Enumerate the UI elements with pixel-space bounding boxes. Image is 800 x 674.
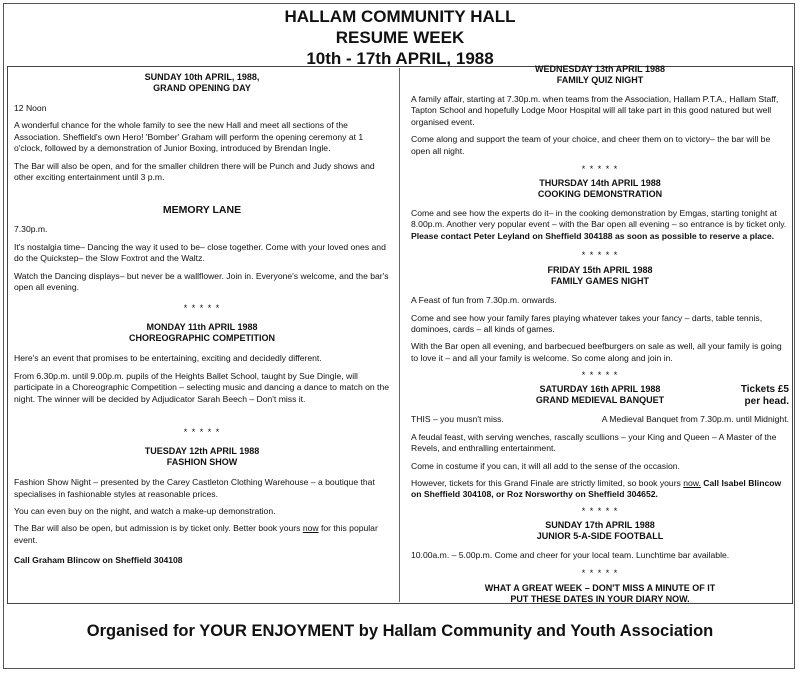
event-title: FAMILY GAMES NIGHT [550,276,649,287]
event-text: A wonderful chance for the whole family to see the new Hall and meet all sections of the Association. Sheffield's own Hero! 'Bomber' Graham will perform the opening ceremony at 1 o'clock, followed by a demonstration of Junior Boxing, introduced by Brendan Ingle. [14,120,364,154]
event-date: SATURDAY 16th APRIL 1988 [539,384,661,395]
event-text: A family affair, starting at 7.30p.m. when teams from the Association, Hallam P.T.A., Hallam Staff, Tapton School and hopefully Lodge Moor Hospital will all take part in this good natured but well organised event. [411,94,779,127]
event-date: TUESDAY 12th APRIL 1988 [144,446,260,457]
event-text: It's nostalgia time– Dancing the way it used to be– close together. Come with your loved ones and do the Quickstep– the Slow Foxtrot and the Waltz. [14,241,386,264]
event-text: Here's an event that promises to be entertaining, exciting and decidedly different. [14,353,322,364]
event-contact: Please contact Peter Leyland on Sheffield 304188 as soon as possible to reserve a place. [411,230,775,241]
event-wednesday-13 [411,64,789,157]
event-text: Fashion Show Night – presented by the Carey Castleton Clothing Warehouse – a boutique that specialises in fashionable styles at reasonable prices. [14,477,375,499]
text-part: for this popular event. [14,523,378,545]
event-text: Come along and support the team of your choice, and cheer them on to victory– the bar will be open all night. [411,134,771,156]
text-part: Come and see how the experts do it– in the cooking demonstration by Emgas, starting tonight at 8.00p.m. Another very popular event – with the Bar open all evening – so entrance is by ticket only. [411,208,787,230]
event-title: MEMORY LANE [162,204,242,217]
ticket-price-line: Tickets £5 [740,384,789,396]
closing-line-2: PUT THESE DATES IN YOUR DIARY NOW. [510,594,690,605]
separator-stars: * * * * * [581,250,619,261]
event-text: A Feast of fun from 7.30p.m. onwards. [411,295,557,306]
separator-stars: * * * * * [581,568,619,579]
event-date: SUNDAY 17th APRIL 1988 [545,519,655,530]
event-memory-lane [14,205,390,293]
event-date: MONDAY 11th APRIL 1988 [146,322,258,333]
event-title: COOKING DEMONSTRATION [537,189,663,200]
event-date: WEDNESDAY 13th APRIL 1988 [534,64,666,74]
poster-footer: Organised for YOUR ENJOYMENT by Hallam Community and Youth Association [86,622,714,640]
separator-stars: * * * * * [183,427,221,438]
header-line-3: 10th - 17th APRIL, 1988 [306,49,494,68]
text-underlined: now. [683,477,701,488]
event-text: A feudal feast, with serving wenches, rascally scullions – your King and Queen – A Master of the Revels, and enthralling entertainment. [411,431,777,454]
separator-stars: * * * * * [581,370,619,381]
event-text: 10.00a.m. – 5.00p.m. Come and cheer for your local team. Lunchtime bar available. [411,549,730,560]
event-friday-15 [411,265,789,364]
event-text: With the Bar open all evening, and barbecued beefburgers on sale as well, all your family is going to love it – and all your family is welcome. So come along and join in. [411,341,782,363]
event-date: FRIDAY 15th APRIL 1988 [547,265,653,276]
separator-stars: * * * * * [183,303,221,314]
header-line-2: RESUME WEEK [335,28,465,47]
right-column [411,64,789,605]
event-time: 7.30p.m. [14,224,48,235]
text-part: The Bar will also be open, but admission is by ticket only. Better book yours [14,523,303,534]
event-thursday-14 [411,178,789,242]
event-title: CHOREOGRAPHIC COMPETITION [128,333,275,344]
text-part: However, tickets for this Grand Finale are strictly limited, so book yours [411,477,684,488]
event-date: THURSDAY 14th APRIL 1988 [539,178,661,189]
event-text [411,208,789,242]
event-text: The Bar will also be open, and for the smaller children there will be Punch and Judy shows and other exciting entertainment until 3 p.m. [14,160,375,183]
ticket-price-line: per head. [744,396,789,408]
event-title: GRAND MEDIEVAL BANQUET [535,395,665,406]
event-time: 12 Noon [14,103,47,113]
text-part: A Medieval Banquet from 7.30p.m. until Midnight. [601,414,789,425]
event-monday-11 [14,322,390,405]
event-text: Come in costume if you can, it will all add to the sense of the occasion. [411,460,680,471]
column-divider [399,68,400,602]
separator-stars: * * * * * [581,164,619,175]
event-text [14,523,390,546]
event-text: Come and see how your family fares playing whatever takes your fancy – darts, table tennis, dominoes, cards – all kinds of games. [411,312,763,335]
event-text [411,478,789,501]
event-text [411,414,789,425]
event-sunday-10 [14,72,390,183]
event-contact: Call Graham Blincow on Sheffield 304108 [14,555,183,566]
event-text: Watch the Dancing displays– but never be a wallflower. Join in. Everyone's welcome, and the bar's open all evening. [14,270,389,293]
event-text: You can even buy on the night, and watch a make-up demonstration. [14,505,276,516]
separator-stars: * * * * * [581,505,619,516]
event-title: JUNIOR 5-A-SIDE FOOTBALL [536,530,664,541]
event-contact: Call Isabel Blincow on Sheffield 304108, or Roz Norsworthy on Sheffield 304652. [411,477,782,500]
event-title: FAMILY QUIZ NIGHT [556,75,644,85]
event-date: SUNDAY 10th APRIL, 1988, [144,72,260,82]
left-column [14,72,390,567]
text-part: THIS – you musn't miss. [411,414,504,425]
event-title: GRAND OPENING DAY [153,83,251,93]
closing-line-1: WHAT A GREAT WEEK – DON'T MISS A MINUTE OF IT [484,583,716,594]
event-saturday-16 [411,384,789,500]
event-tuesday-12 [14,446,390,566]
text-underlined: now [302,523,319,534]
event-text: From 6.30p.m. until 9.00p.m. pupils of the Heights Ballet School, taught by Sue Dingle, will participate in a Choreographic Competition – selecting music and dancing a dance to match on the night. The winner will be decided by Adjudicator Sarah Beech – Don't miss it. [14,370,390,404]
event-title: FASHION SHOW [166,457,238,468]
ticket-price [741,384,789,408]
header-line-1: HALLAM COMMUNITY HALL [284,7,516,26]
event-sunday-17 [411,520,789,561]
poster-header [0,6,800,69]
